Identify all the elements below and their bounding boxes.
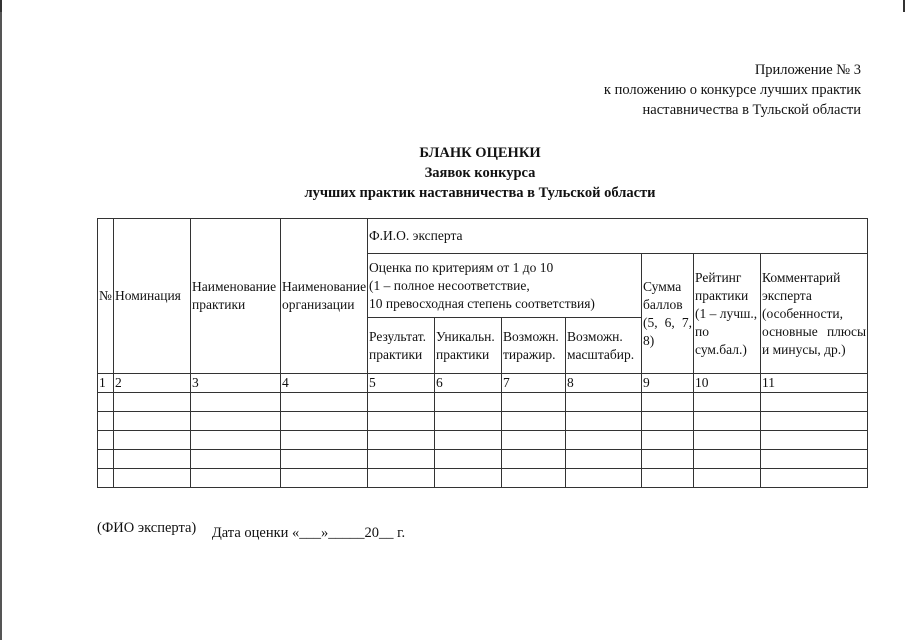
column-number: 11 [761,374,868,393]
appendix-line: наставничества в Тульской области [642,102,861,118]
column-number: 2 [114,374,191,393]
header-criterion-replication: Возможн. тиражир. [502,318,566,374]
empty-cell [281,412,368,431]
criteria-line: (1 – полное несоответствие, [369,277,530,293]
empty-cell [98,393,114,412]
column-number: 8 [566,374,642,393]
criteria-line: 10 превосходная степень соответствия) [369,295,595,311]
empty-cell [502,431,566,450]
empty-cell [98,450,114,469]
empty-cell [761,469,868,488]
empty-cell [368,431,435,450]
empty-cell [435,469,502,488]
header-sum: Сумма баллов (5, 6, 7, 8) [642,254,694,374]
empty-cell [694,469,761,488]
empty-cell [694,431,761,450]
expert-name-label: (ФИО эксперта) [97,520,197,536]
empty-cell [435,450,502,469]
empty-cell [98,469,114,488]
empty-cell [191,431,281,450]
title-line: лучших практик наставничества в Тульской области [304,185,656,201]
empty-cell [368,469,435,488]
empty-cell [114,431,191,450]
empty-cell [281,450,368,469]
appendix-note [604,60,861,120]
empty-cell [761,412,868,431]
page-left-edge [0,0,2,640]
empty-cell [642,469,694,488]
empty-cell [761,450,868,469]
title-line: Заявок конкурса [424,165,536,181]
empty-cell [281,431,368,450]
empty-cell [761,431,868,450]
table-row [98,393,868,412]
page-corner-mark [0,0,2,12]
empty-cell [502,450,566,469]
table-row [98,412,868,431]
empty-cell [114,469,191,488]
column-number: 10 [694,374,761,393]
table-row [98,469,868,488]
column-number: 9 [642,374,694,393]
criteria-line: Оценка по критериям от 1 до 10 [369,259,554,275]
empty-cell [642,412,694,431]
evaluation-table [97,218,868,488]
empty-cell [114,450,191,469]
empty-cell [642,431,694,450]
empty-cell [566,393,642,412]
header-criteria-group [368,254,642,318]
empty-cell [502,393,566,412]
empty-cell [435,431,502,450]
header-practice-name: Наименование практики [191,219,281,374]
header-rating: Рейтинг практики (1 – лучш., по сум.бал.) [694,254,761,374]
column-number: 1 [98,374,114,393]
empty-cell [694,412,761,431]
empty-cell [98,412,114,431]
column-number: 7 [502,374,566,393]
empty-cell [98,431,114,450]
header-expert-name: Ф.И.О. эксперта [368,219,868,254]
evaluation-date-label: Дата оценки «___»_____20__ г. [211,525,406,541]
column-number: 6 [435,374,502,393]
empty-cell [191,469,281,488]
header-criterion-scaling: Возможн. масштабир. [566,318,642,374]
empty-cell [368,393,435,412]
empty-cell [191,450,281,469]
appendix-line: к положению о конкурсе лучших практик [603,82,861,98]
header-number: № [98,219,114,374]
header-nomination: Номинация [114,219,191,374]
title-line: БЛАНК ОЦЕНКИ [419,145,541,161]
empty-cell [368,450,435,469]
empty-cell [435,412,502,431]
header-criterion-result: Результат. практики [368,318,435,374]
column-number: 4 [281,374,368,393]
header-comment: Комментарий эксперта (особенности, основные плюсы и минусы, др.) [761,254,868,374]
column-number: 3 [191,374,281,393]
empty-cell [566,431,642,450]
form-title [100,143,860,203]
table-row [98,431,868,450]
empty-cell [761,393,868,412]
empty-cell [368,412,435,431]
empty-cell [435,393,502,412]
empty-cell [191,393,281,412]
empty-cell [566,450,642,469]
table-row [98,450,868,469]
empty-cell [694,393,761,412]
empty-cell [502,469,566,488]
empty-cell [642,393,694,412]
column-number: 5 [368,374,435,393]
empty-cell [642,450,694,469]
empty-cell [566,412,642,431]
empty-cell [502,412,566,431]
empty-cell [566,469,642,488]
empty-cell [281,469,368,488]
empty-cell [191,412,281,431]
empty-cell [281,393,368,412]
header-organization-name: Наименование организации [281,219,368,374]
empty-cell [694,450,761,469]
empty-cell [114,412,191,431]
signature-line [97,518,406,541]
appendix-line: Приложение № 3 [754,62,861,78]
header-criterion-uniqueness: Уникальн. практики [435,318,502,374]
empty-cell [114,393,191,412]
